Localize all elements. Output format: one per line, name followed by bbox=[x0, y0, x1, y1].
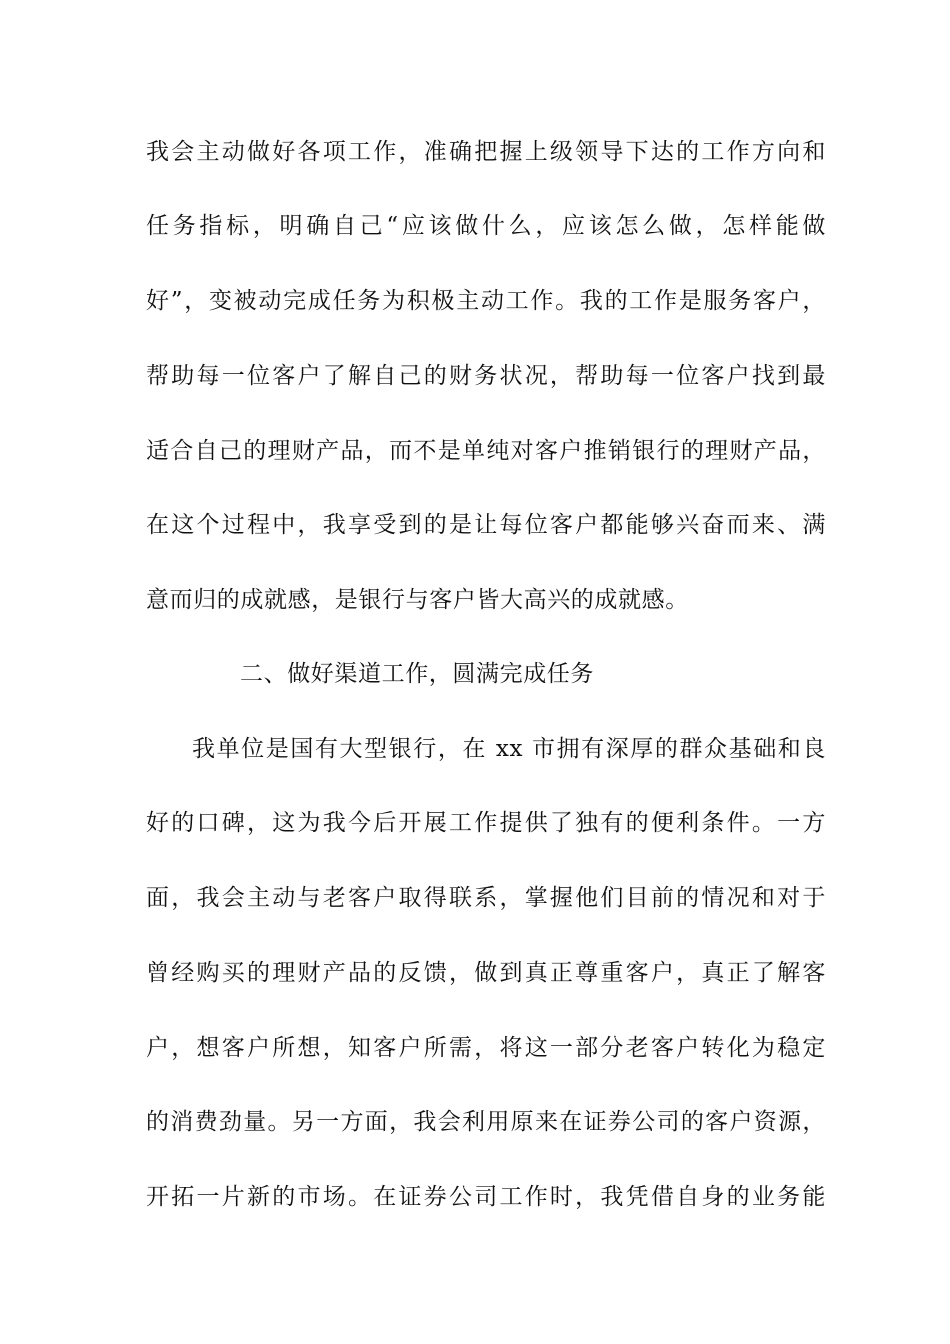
paragraph-line: 好的口碑，这为我今后开展工作提供了独有的便利条件。一方 bbox=[146, 810, 826, 836]
paragraph-line: 户，想客户所想，知客户所需，将这一部分老客户转化为稳定 bbox=[146, 1035, 826, 1061]
paragraph-line: 开拓一片新的市场。在证券公司工作时，我凭借自身的业务能 bbox=[146, 1184, 826, 1210]
paragraph-line: 帮助每一位客户了解自己的财务状况，帮助每一位客户找到最 bbox=[146, 363, 826, 389]
paragraph-line: 任务指标，明确自己“应该做什么，应该怎么做，怎样能做 bbox=[146, 213, 826, 239]
paragraph-line: 好”，变被动完成任务为积极主动工作。我的工作是服务客户， bbox=[146, 288, 826, 314]
paragraph-line: 面，我会主动与老客户取得联系，掌握他们目前的情况和对于 bbox=[146, 885, 826, 911]
paragraph-line: 意而归的成就感，是银行与客户皆大高兴的成就感。 bbox=[146, 587, 689, 613]
paragraph-line: 的消费劲量。另一方面，我会利用原来在证券公司的客户资源， bbox=[146, 1109, 826, 1135]
paragraph-line: 我单位是国有大型银行，在 xx 市拥有深厚的群众基础和良 bbox=[192, 736, 826, 762]
paragraph-line: 在这个过程中，我享受到的是让每位客户都能够兴奋而来、满 bbox=[146, 512, 826, 538]
paragraph-line: 适合自己的理财产品，而不是单纯对客户推销银行的理财产品， bbox=[146, 438, 826, 464]
paragraph-line: 我会主动做好各项工作，准确把握上级领导下达的工作方向和 bbox=[146, 139, 826, 165]
section-heading: 二、做好渠道工作，圆满完成任务 bbox=[240, 661, 594, 687]
paragraph-line: 曾经购买的理财产品的反馈，做到真正尊重客户，真正了解客 bbox=[146, 960, 826, 986]
